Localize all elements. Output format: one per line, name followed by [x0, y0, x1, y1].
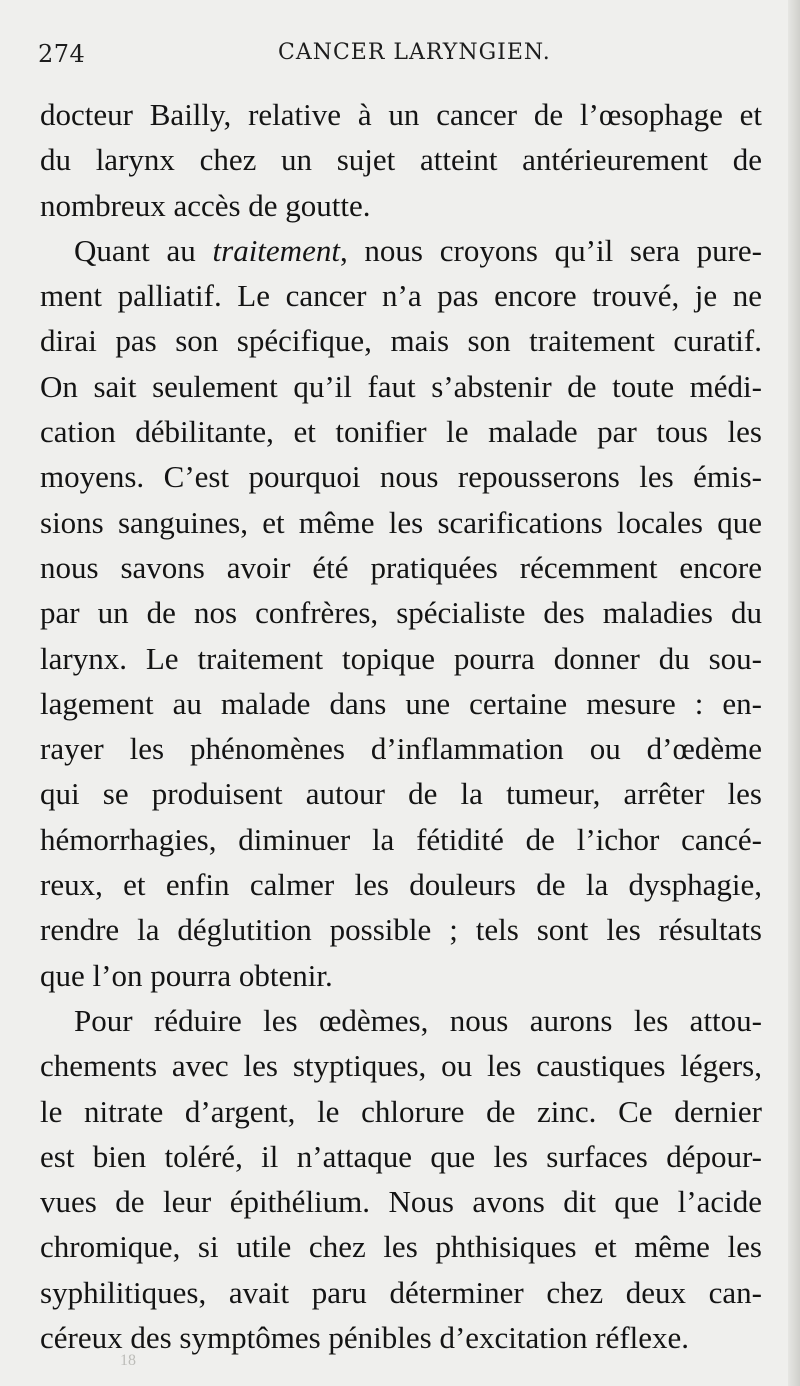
italic-word: traitement [212, 232, 340, 268]
text-line: rayer les phénomènes d’inflammation ou d’œdème [40, 731, 762, 767]
text-line: par un de nos confrères, spécialiste des maladies du [40, 595, 762, 631]
text-line [40, 228, 762, 273]
text-line: cation débilitante, et tonifier le malade par tous les [40, 414, 762, 450]
text-line: du larynx chez un sujet atteint antérieurement de [40, 142, 762, 178]
signature-mark: 18 [120, 1352, 136, 1369]
running-head: CANCER LARYNGIEN. [278, 40, 551, 65]
text-line: hémorrhagies, diminuer la fétidité de l’ichor cancé- [40, 821, 762, 857]
text-line: vues de leur épithélium. Nous avons dit que l’acide [40, 1184, 762, 1220]
text-line: lagement au malade dans une certaine mesure : en- [40, 685, 762, 721]
text-line: est bien toléré, il n’attaque que les surfaces dépour- [40, 1138, 762, 1174]
text-line: larynx. Le traitement topique pourra donner du sou- [40, 640, 762, 676]
page-header [38, 40, 758, 76]
text-line: reux, et enfin calmer les douleurs de la dysphagie, [40, 867, 762, 903]
body-text [40, 92, 762, 1360]
text-line: nombreux accès de goutte. [40, 187, 371, 223]
text-line: ment palliatif. Le cancer n’a pas encore trouvé, je ne [40, 278, 762, 314]
text-line: rendre la déglutition possible ; tels sont les résultats [40, 912, 762, 948]
text-line: On sait seulement qu’il faut s’abstenir de toute médi- [40, 368, 762, 404]
text-line: chromique, si utile chez les phthisiques et même les [40, 1229, 762, 1265]
text-line: que l’on pourra obtenir. [40, 957, 333, 993]
text-line: céreux des symptômes pénibles d’excitation réflexe. [40, 1320, 690, 1356]
text-line: Pour réduire les œdèmes, nous aurons les attou- [74, 1002, 762, 1038]
text-line: chements avec les styptiques, ou les caustiques légers, [40, 1048, 762, 1084]
page-spine-shadow [788, 0, 800, 1386]
text-fragment: Quant au [74, 232, 196, 268]
page-number: 274 [38, 40, 86, 68]
text-line: le nitrate d’argent, le chlorure de zinc. Ce dernier [40, 1093, 762, 1129]
text-line: docteur Bailly, relative à un cancer de l’œsophage et [40, 97, 762, 132]
text-line: syphilitiques, avait paru déterminer chez deux can- [40, 1274, 762, 1310]
text-fragment: , nous croyons qu’il sera pure- [339, 232, 762, 268]
text-line: dirai pas son spécifique, mais son traitement curatif. [40, 323, 762, 359]
text-line: nous savons avoir été pratiquées récemment encore [40, 549, 762, 585]
text-line: moyens. C’est pourquoi nous repousserons les émis- [40, 459, 762, 495]
text-line: sions sanguines, et même les scarifications locales que [40, 504, 762, 540]
text-line: qui se produisent autour de la tumeur, arrêter les [40, 776, 762, 812]
